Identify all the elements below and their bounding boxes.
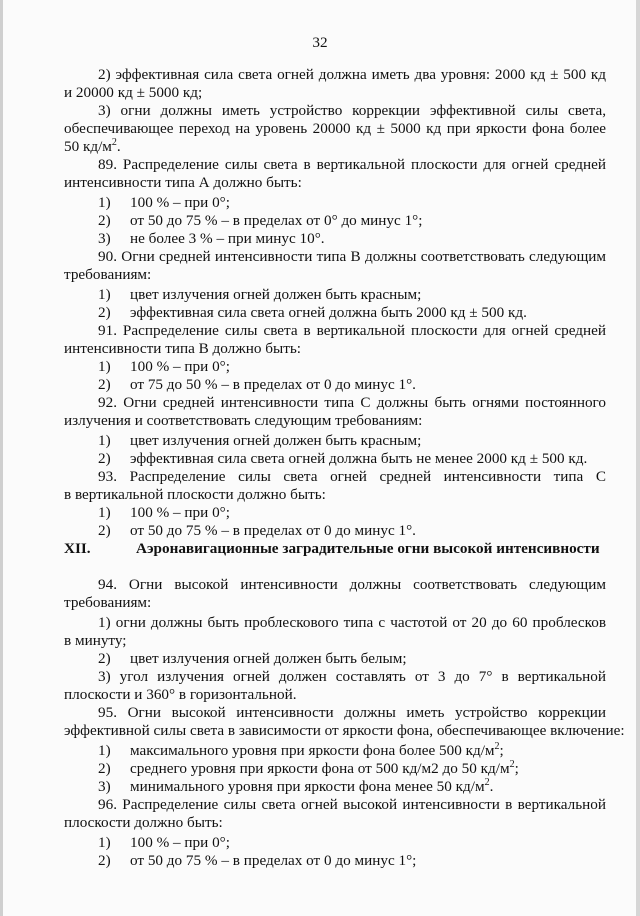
list-number: 2) [98,304,111,321]
paragraph-93-line: 93. Распределение силы света огней средней интенсивности типа С [98,468,606,485]
paragraph-94-line: требованиям: [64,594,152,611]
section-heading: Аэронавигационные заградительные огни высокой интенсивности [136,540,600,557]
text-line: обеспечивающее переход на уровень 20000 кд ± 5000 кд при яркости фона более [64,120,606,137]
page-number: 32 [312,34,328,51]
paragraph-95-line: 95. Огни высокой интенсивности должны иметь устройство коррекции [98,704,606,721]
list-item: 3) угол излучения огней должен составлять от 3 до 7° в вертикальной [98,668,606,685]
paragraph-95-line: эффективной силы света в зависимости от яркости фона, обеспечивающее включение: [64,722,625,739]
list-number: 1) [98,834,111,851]
list-item: не более 3 % – при минус 10°. [130,230,325,247]
list-item: цвет излучения огней должен быть красным; [130,432,422,449]
list-number: 2) [98,760,111,777]
list-item: 100 % – при 0°; [130,358,230,375]
list-item: от 50 до 75 % – в пределах от 0 до минус 1°; [130,852,417,869]
list-item: эффективная сила света огней должна быть не менее 2000 кд ± 500 кд. [130,450,588,467]
list-item: эффективная сила света огней должна быть 2000 кд ± 500 кд. [130,304,527,321]
list-item: 100 % – при 0°; [130,834,230,851]
list-item: цвет излучения огней должен быть красным; [130,286,422,303]
list-item: среднего уровня при яркости фона от 500 кд/м2 до 50 $кд/м^2$; [130,758,519,777]
paragraph-89-line: интенсивности типа А должно быть: [64,174,302,191]
list-item: от 50 до 75 % – в пределах от 0° до минус 1°; [130,212,423,229]
list-item: от 75 до 50 % – в пределах от 0 до минус 1°. [130,376,416,393]
paragraph-93-line: в вертикальной плоскости должно быть: [64,486,326,503]
list-number: 2) [98,650,111,667]
text-line: 3) огни должны иметь устройство коррекции эффективной силы света, [98,102,606,119]
paragraph-89-line: 89. Распределение силы света в вертикальной плоскости для огней средней [98,156,606,173]
list-item: 1) огни должны быть проблескового типа с частотой от 20 до 60 проблесков [98,614,606,631]
paragraph-90-line: 90. Огни средней интенсивности типа В должны соответствовать следующим [98,248,606,265]
scan-edge-left [0,0,3,916]
list-number: 1) [98,358,111,375]
paragraph-92-line: излучения и соответствовать следующим требованиям: [64,412,423,429]
list-number: 2) [98,376,111,393]
paragraph-90-line: требованиям: [64,266,152,283]
list-number: 2) [98,450,111,467]
list-item: 100 % – при 0°; [130,504,230,521]
paragraph-96-line: 96. Распределение силы света огней высокой интенсивности в вертикальной [98,796,606,813]
list-number: 1) [98,432,111,449]
list-number: 1) [98,286,111,303]
paragraph-91-line: 91. Распределение силы света в вертикальной плоскости для огней средней [98,322,606,339]
list-item: от 50 до 75 % – в пределах от 0 до минус 1°. [130,522,416,539]
list-number: 2) [98,522,111,539]
list-item: 100 % – при 0°; [130,194,230,211]
list-item: цвет излучения огней должен быть белым; [130,650,407,667]
text-line: 50 $кд/м^2$. [64,136,121,155]
list-number: 2) [98,852,111,869]
scan-edge-right [636,0,640,916]
text-line: и 20000 кд ± 5000 кд; [64,84,203,101]
list-number: 1) [98,194,111,211]
section-number: XII. [64,540,91,557]
paragraph-92-line: 92. Огни средней интенсивности типа С должны быть огнями постоянного [98,394,606,411]
list-number: 3) [98,230,111,247]
list-number: 1) [98,742,111,759]
list-number: 1) [98,504,111,521]
list-number: 3) [98,778,111,795]
list-number: 2) [98,212,111,229]
paragraph-94-line: 94. Огни высокой интенсивности должны соответствовать следующим [98,576,606,593]
list-item: плоскости и 360° в горизонтальной. [64,686,297,703]
paragraph-91-line: интенсивности типа В должно быть: [64,340,301,357]
list-item: максимального уровня при яркости фона более 500 $кд/м^2$; [130,740,504,759]
list-item: минимального уровня при яркости фона менее 50 $кд/м^2$. [130,776,494,795]
paragraph-96-line: плоскости должно быть: [64,814,223,831]
list-item: в минуту; [64,632,127,649]
text-line: 2) эффективная сила света огней должна иметь два уровня: 2000 кд ± 500 кд [98,66,606,83]
